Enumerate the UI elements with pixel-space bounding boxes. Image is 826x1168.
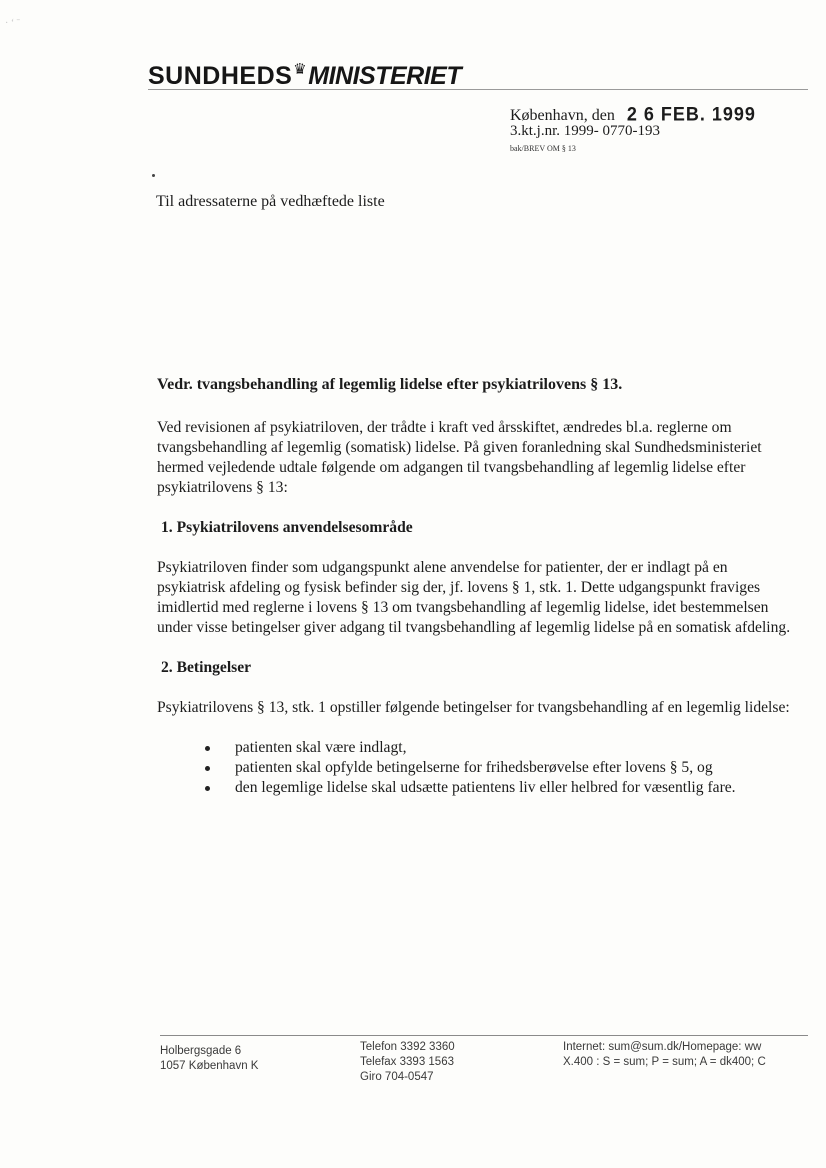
section-paragraph: Psykiatriloven finder som udgangspunkt alene anvendelse for patienter, der er indlagt på en psykiatrisk afdeling og fysisk befinder sig der, jf. lovens § 1, stk. 1. Dette udgangspunkt fraviges imidlertid med reglerne i lovens § 13 om tvangsbehandling af legemlig lidelse, idet bestemmelsen under visse betingelser giver adgang til tvangsbehandling af legemlig lidelse på en somatisk afdeling. [157, 559, 791, 636]
header-divider [148, 89, 808, 90]
footer-contact [360, 1040, 455, 1085]
section-heading: 1. Psykiatrilovens anvendelsesområde [161, 519, 413, 536]
list-item [235, 778, 797, 798]
scan-specks: · ‘ ˉ [5, 18, 20, 29]
conditions-list [157, 738, 797, 798]
scan-dot [152, 174, 155, 177]
journal-number: 3.kt.j.nr. 1999- 0770-193 [510, 123, 660, 139]
section-paragraph: Psykiatrilovens § 13, stk. 1 opstiller følgende betingelser for tvangsbehandling af en legemlig lidelse: [157, 699, 790, 716]
footer-city: 1057 København K [160, 1060, 259, 1072]
list-item-text: patienten skal opfylde betingelserne for frihedsberøvelse efter lovens § 5, og [235, 759, 713, 776]
list-item [235, 738, 797, 758]
bullet-icon [205, 766, 210, 771]
footer-phone: Telefon 3392 3360 [360, 1041, 455, 1053]
bullet-icon [205, 786, 210, 791]
footer-address [160, 1044, 258, 1074]
bullet-icon [205, 746, 210, 751]
date-stamp: 2 6 FEB. 1999 [626, 103, 756, 125]
logo-text-part2: MINISTERIET [308, 62, 462, 90]
list-item-text: den legemlige lidelse skal udsætte patientens liv eller helbred for væsentlig fare. [235, 779, 736, 796]
footer-x400-line: X.400 : S = sum; P = sum; A = dk400; C [563, 1056, 766, 1068]
letter-body [157, 375, 797, 798]
file-reference: bak/BREV OM § 13 [510, 144, 576, 153]
place-date-line [510, 104, 756, 125]
list-item-text: patienten skal være indlagt, [235, 739, 407, 756]
footer-internet-line: Internet: sum@sum.dk/Homepage: ww [563, 1041, 762, 1053]
city-label: København, den [510, 107, 615, 124]
footer-fax: Telefax 3393 1563 [360, 1056, 454, 1068]
list-item [235, 758, 797, 778]
intro-paragraph: Ved revisionen af psykiatriloven, der trådte i kraft ved årsskiftet, ændredes bl.a. reglerne om tvangsbehandling af legemlig (somatisk) lidelse. På given foranledning skal Sundhedsministeriet hermed vejledende udtale følgende om adgangen til tvangsbehandling af legemlig lidelse efter psykiatrilovens § 13: [157, 419, 762, 496]
footer-internet [563, 1040, 809, 1070]
footer-street: Holbergsgade 6 [160, 1045, 242, 1057]
logo-text-part1: SUNDHEDS [148, 62, 293, 90]
subject-line: Vedr. tvangsbehandling af legemlig lidelse efter psykiatrilovens § 13. [157, 376, 623, 393]
footer-giro: Giro 704-0547 [360, 1071, 434, 1083]
recipients-line: Til adressaterne på vedhæftede liste [156, 193, 385, 210]
footer-divider [160, 1035, 808, 1036]
crown-icon: ♛ [293, 61, 308, 78]
section-heading: 2. Betingelser [161, 659, 252, 676]
ministry-logo [148, 60, 461, 91]
